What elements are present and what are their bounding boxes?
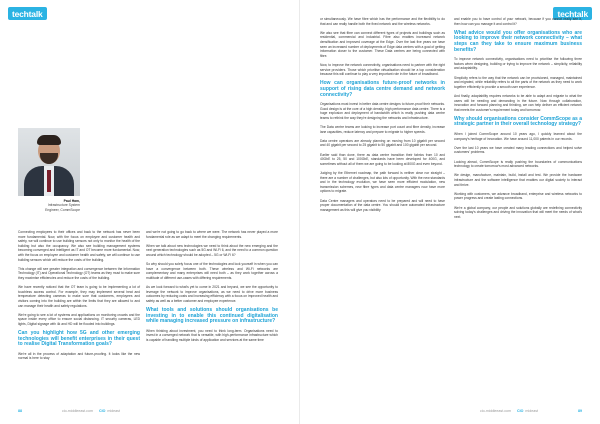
interview-question: What tools and solutions should organisations be investing in to enable this continued digitalisation while managing increased pressure on infrastructure? <box>146 307 278 325</box>
body-paragraph: The Data centre teams are looking to increase port count and fibre density, increase lane capacities, reduce latency and prepare to migrate to higher speeds. <box>320 125 445 134</box>
body-paragraph: Data centre operators are already planning on moving from 10 gigabit per second and 40 gigabit per second to 25 gigabit to 50 gigabit and 100 gigabit per second. <box>320 138 445 148</box>
interview-question: What advice would you offer organisations who are looking to improve their network connectivity – what steps can they take to ensure maximum business benefits? <box>454 29 582 53</box>
left-page-column-2 <box>146 230 278 347</box>
body-paragraph: We're all in the process of adaptation and future-proofing. It looks like the new normal is here to stay <box>18 351 140 361</box>
body-paragraph: Now, to improve the network connectivity, organisations need to partner with the right service providers. Those which prioritise virtualisation should be a top consideration because this will continue to play a very important role in the future of broadband. <box>320 62 445 77</box>
footer-brand-suffix: mideast <box>107 409 120 413</box>
body-paragraph: Connecting employees to their offices and back to the network has never been more fundamental. Now, with the focus on employee and customer health and safety, we will continue to use building sensors not only to monitor the health of the building but also the occupancy. We also see building management systems becoming converged and intelligent as IT and OT become more fundamental. Now, with the focus on employee and customer health and safety, we will continue to use building sensors which will reduce the costs of the building. <box>18 230 140 262</box>
body-paragraph: Over the last 10 years we have created many leading connections and helped solve customers' problems. <box>454 145 582 155</box>
left-page-column-1 <box>18 230 140 366</box>
section-tag-label: techtalk <box>557 8 588 19</box>
body-paragraph: Earlier said than done, there as data centre transition their fabrics from 10 and 40GbE to 25, 50 and 100GbE, standards have been developed for 400G, and sometimes without all of them we are going to be looking at 800G and even beyond. <box>320 152 445 166</box>
body-paragraph: We have recently noticed that the OT team is going to be implementing a lot of touchless access control. For example, they may implement several heat and temperature detecting cameras to make sure that customers, employees and visitors coming into the building are within the limits that they are allowed to and can manage their health and safety regulations. <box>18 285 140 308</box>
footer-issue: cio-middleeast.com <box>62 409 93 413</box>
page-number: 89 <box>578 409 582 413</box>
body-paragraph: We also see that fibre can connect different types of projects and buildings such as residential, commercial and industrial. Fibre also enables increased network densification and improved coverage at the Edge. Over the last five years we have seen an increased number of deployments of Edge data centres with a goal of getting information closer to the customer. These Data centres are being connected with fibre. <box>320 30 445 58</box>
section-tag-label: techtalk <box>12 8 43 19</box>
body-paragraph: To improve network connectivity, organisations need to prioritise the following three factors when designing, building or trying to improve the network – simplicity, reliability and adaptability. <box>454 57 582 71</box>
section-tag-left <box>8 7 47 20</box>
caption-org: Engineer, CommScope <box>45 207 80 212</box>
interview-question: Can you highlight how 5G and other emerging technologies will benefit enterprises in their quest to realise Digital Transformation goals? <box>18 330 140 348</box>
interview-question: How can organisations future-proof networks in support of rising data centre demand and network connectivity? <box>320 80 445 98</box>
footer-brand-suffix: mideast <box>525 409 538 413</box>
body-paragraph: Working with customers, we advance broadband, enterprise and wireless networks to power progress and create lasting connections. <box>454 191 582 201</box>
left-footer <box>18 409 120 413</box>
body-paragraph: Data Centre managers and operators need to be prepared and will need to have proper documentation of the data centre. You should have automated infrastructure management as this will give you visibility <box>320 198 445 212</box>
body-paragraph: Simplicity refers to the way that the network can be provisioned, managed, maintained and migrated, while reliability refers to all the parts of the network as they need to work together efficiently to provide a smooth user experience. <box>454 75 582 89</box>
body-paragraph: We're going to see a lot of systems and applications on monitoring crowds and the space inside every office to ensure social distancing. IT security cameras, LED lights, Digital signage with 4k and HD will be flooded into buildings. <box>18 312 140 326</box>
body-paragraph: When we talk about new technologies we need to think about the new emerging and the next generation technologies such as 5G and Wi-Fi 6, and the need to a common question around which technology should be adopted – 5G or Wi-Fi 6? <box>146 243 278 257</box>
body-paragraph: When I joined CommScope around 10 years ago, I quickly learned about the company's heritage of innovation. We have around 11,000 patents in our records. <box>454 132 582 141</box>
body-paragraph: We're a global company, our people and solutions globally are redefining connectivity solving today's challenges and driving the innovation that will meet the needs of what's next. <box>454 205 582 219</box>
body-paragraph: and we're not going to go back to where we were. The network has never played a more fundamental role as we adapt to meet the changing requirements. <box>146 230 278 239</box>
body-paragraph: Looking ahead, CommScope is really pushing the boundaries of communications technology to create tomorrow's most advanced networks. <box>454 159 582 169</box>
caption-title: Infrastructure System <box>47 203 80 208</box>
body-paragraph: And finally, adaptability requires networks to be able to adapt and migrate to what the users will be needing and demanding in the future. Now through collaboration, innovation and forward planning and thinking, we can help deliver an efficient network that meets the customer's requirement today and tomorrow. <box>454 93 582 112</box>
footer-brand: CIO <box>517 409 524 413</box>
body-paragraph: When thinking about investment, you need to think long-term. Organisations need to invest in a converged network that is versatile, with high-performance infrastructure which is capable of handling multiple kinds of application and services at the same time <box>146 328 278 343</box>
footer-brand: CIO <box>98 409 106 413</box>
right-page <box>300 0 600 424</box>
right-page-column-1 <box>320 17 445 217</box>
page-number: 88 <box>18 409 22 413</box>
interview-question: Why should organisations consider CommScope as a strategic partner in their overall technology strategy? <box>454 115 582 128</box>
right-footer <box>480 409 582 413</box>
body-paragraph: Organisations must invest in better data centre designs to future-proof their networks. Good design is at the core of a high density, high performance data centre. There is a huge explosion and deployment of bandwidth which is really pushing data centre teams to rethink the way they're designing the networks and infrastructure. <box>320 102 445 120</box>
author-photo <box>18 128 80 196</box>
body-paragraph: Judging by the Ethernet roadmap, the path forward is neither clear nor straight – there are a number of challenges, but also lots of opportunity. With the new standards and in the technology evolution, we have seen more efficient modulation, new transmission schemes, new fibre types and data centre managers now have more options to migrate. <box>320 171 445 194</box>
footer-issue: cio-middleeast.com <box>480 409 512 413</box>
caption-name: Paul Ham, <box>63 199 80 203</box>
body-paragraph: So why should you solely focus one of the technologies and lock yourself in when you can have a convergence between both. These wireless and Wi-Fi networks are complementary and many enterprises will need both – as they work together across a multitude of different use-cases with differing requirements. <box>146 262 278 280</box>
body-paragraph: We design, manufacture, maintain, build, install and test. We provide the hardware infrastructure and the software intelligence that enables our digital society to interact and thrive. <box>454 173 582 187</box>
body-paragraph: or simultaneously. We have fibre which has the performance and the flexibility to do that and can really handle both the fixed network and the wireless networks. <box>320 17 445 26</box>
body-paragraph: and enable you to have control of your network, because if you cannot really see it, then how can you manage it and control it? <box>454 17 582 26</box>
right-page-column-2 <box>454 17 582 224</box>
body-paragraph: As we look forward to what's yet to come in 2021 and beyond, we see the opportunity to leverage the network to improve organisations, as we need to drive more business outcomes by reducing costs and increasing efficiency with a focus on improved health and safety as well as a better customer and employee experience. <box>146 285 278 303</box>
photo-caption <box>18 199 80 212</box>
body-paragraph: This change will see greater integration and convergence between the Information Technology (IT) and Operational Technology (OT) teams as they must to make sure they maximise efficiencies and reduce the costs of the building. <box>18 266 140 280</box>
